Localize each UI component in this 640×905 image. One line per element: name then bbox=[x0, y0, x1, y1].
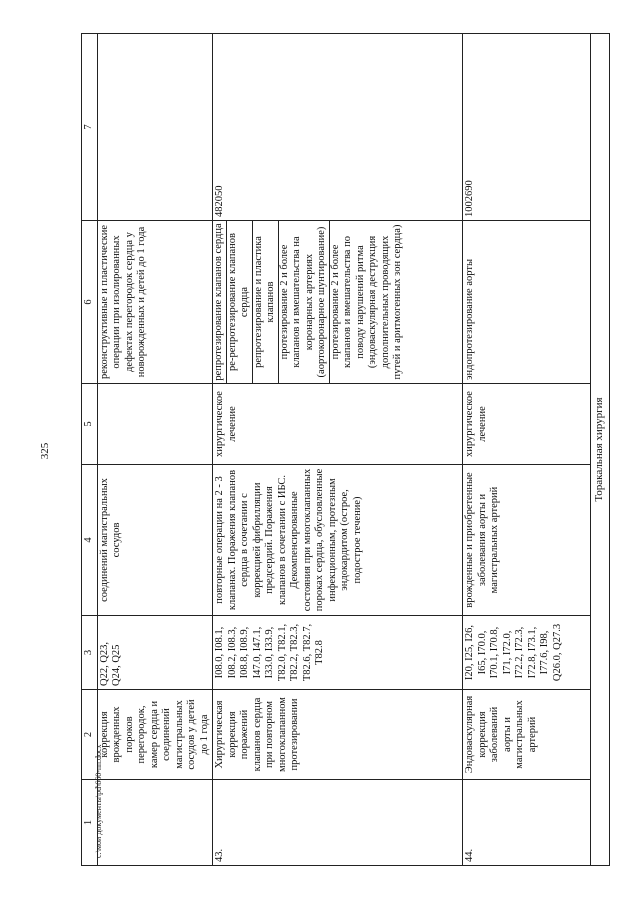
continued-row bbox=[97, 34, 213, 866]
row-number bbox=[97, 780, 213, 866]
row-codes: I20, I25, I26, I65, I70.0, I70.1, I70.8, I71, I72.0, I72.2, I72.3, I72.8, I73.1, I77.6, I98, Q26.0, Q27.3 bbox=[463, 616, 591, 690]
col-5-header: 5 bbox=[82, 384, 98, 465]
row-model: врожденные и приобретенные заболевания аорты и магистральных артерий bbox=[463, 465, 591, 616]
table-row-44 bbox=[463, 34, 591, 866]
method-item: репротезирование клапанов сердца bbox=[213, 221, 226, 383]
footer-path: c:\мои документы\pd\660-nn.docx bbox=[94, 744, 103, 858]
row-name: Эндоваскулярная коррекция заболеваний аорты и магистральных артерий bbox=[463, 690, 591, 780]
row-codes: Q22, Q23, Q24, Q25 bbox=[97, 616, 213, 690]
row-treatment: хирургическое лечение bbox=[213, 384, 463, 465]
row-cost bbox=[97, 34, 213, 221]
row-model: повторные операции на 2 - 3 клапанах. Поражения клапанов сердца в сочетании с коррекцией фибрилляции предсердий. Поражения клапанов в сочетании с ИБС. Декомпенсированные состояния при многоклапанных пороках сердца, обусловленные инфекционным, протезным эндокардитом (острое, подострое течение) bbox=[213, 465, 463, 616]
row-cost: 482050 bbox=[213, 34, 463, 221]
method-item: протезирование 2 и более клапанов и вмешательства по поводу нарушений ритма (эндоваскулярная деструкция дополнительных проводящих путей и аритмогенных зон сердца) bbox=[329, 224, 403, 380]
col-4-header: 4 bbox=[82, 465, 98, 616]
row-cost: 1002690 bbox=[463, 34, 591, 221]
column-number-row bbox=[82, 34, 98, 866]
row-model: соединений магистральных сосудов bbox=[97, 465, 213, 616]
section-title: Торакальная хирургия bbox=[591, 34, 610, 866]
col-2-header: 2 bbox=[82, 690, 98, 780]
method-item: протезирование 2 и более клапанов и вмешательства на коронарных артериях (аортокоронарное шунтирование) bbox=[278, 221, 329, 383]
table-row-43 bbox=[213, 34, 463, 866]
row-name: Хирургическая коррекция поражений клапанов сердца при повторном многоклапанном протезировании bbox=[213, 690, 463, 780]
rotated-table-page bbox=[81, 34, 605, 866]
col-7-header: 7 bbox=[82, 34, 98, 221]
page-number: 325 bbox=[39, 442, 51, 460]
row-codes: I08.0, I08.1, I08.2, I08.3, I08.8, I08.9, I47.0, I47.1, I33.0, I33.9, T82.0, T82.1, T82.2, T82.3, T82.6, T82.7, T82.8 bbox=[213, 616, 463, 690]
row-number: 44. bbox=[463, 780, 591, 866]
row-name: коррекция врожденных пороков перегородок, камер сердца и соединений магистральных сосудов у детей до 1 года bbox=[97, 690, 213, 780]
methods-subtable bbox=[213, 221, 405, 383]
services-table bbox=[81, 33, 610, 866]
col-6-header: 6 bbox=[82, 221, 98, 384]
method-item: ре-репротезирование клапанов сердца bbox=[226, 221, 252, 383]
method-item: репротезирование и пластика клапанов bbox=[252, 221, 278, 383]
row-treatment: хирургическое лечение bbox=[463, 384, 591, 465]
row-method: эндопротезирование аорты bbox=[463, 221, 591, 384]
row-methods bbox=[213, 221, 463, 384]
row-method: реконструктивные и пластические операции при изолированных дефектах перегородок сердца у новорожденных и детей до 1 года bbox=[97, 221, 213, 384]
col-1-header: 1 bbox=[82, 780, 98, 866]
row-number: 43. bbox=[213, 780, 463, 866]
col-3-header: 3 bbox=[82, 616, 98, 690]
section-row bbox=[591, 34, 610, 866]
row-treatment bbox=[97, 384, 213, 465]
